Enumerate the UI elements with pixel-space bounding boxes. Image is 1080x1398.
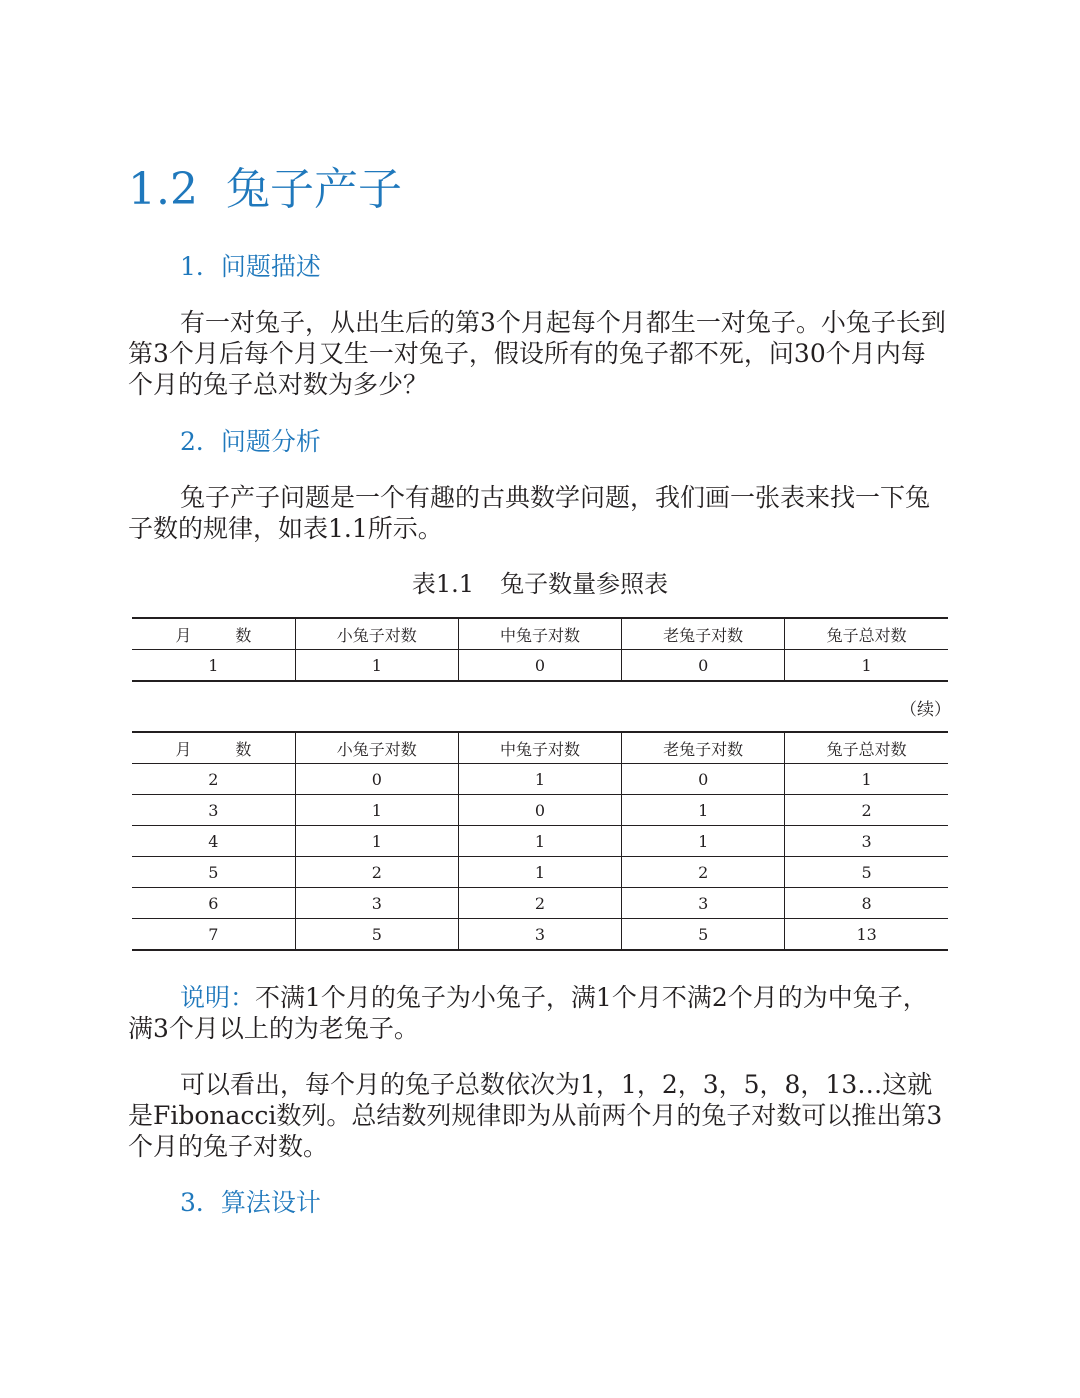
subheading-text: 算法设计 bbox=[220, 1188, 321, 1217]
note-paragraph bbox=[128, 982, 950, 1044]
cell-old: 2 bbox=[622, 857, 785, 888]
cell-small: 1 bbox=[295, 795, 458, 826]
cell-old: 1 bbox=[622, 826, 785, 857]
table-row bbox=[132, 795, 948, 826]
cell-total: 3 bbox=[785, 826, 948, 857]
cell-month: 1 bbox=[132, 650, 295, 682]
cell-old: 5 bbox=[622, 919, 785, 951]
column-header-middle: 中兔子对数 bbox=[458, 618, 621, 650]
cell-old: 1 bbox=[622, 795, 785, 826]
column-header-month: 月 数 bbox=[132, 618, 295, 650]
subheading-text: 问题描述 bbox=[220, 252, 321, 281]
table-row bbox=[132, 650, 948, 682]
note-text: 不满1个月的兔子为小兔子，满1个月不满2个月的为中兔子，满3个月以上的为老兔子。 bbox=[128, 983, 928, 1043]
paragraph-conclusion-text: 可以看出，每个月的兔子总数依次为1，1，2，3，5，8，13…这就是Fibonacci数列。总结数列规律即为从前两个月的兔子对数可以推出第3个月的兔子对数。 bbox=[128, 1070, 943, 1161]
section-title bbox=[128, 160, 402, 220]
cell-total: 5 bbox=[785, 857, 948, 888]
section-number: 1.2 bbox=[128, 164, 198, 215]
cell-small: 0 bbox=[295, 764, 458, 795]
column-header-old: 老兔子对数 bbox=[622, 618, 785, 650]
cell-middle: 1 bbox=[458, 764, 621, 795]
column-header-total: 兔子总对数 bbox=[785, 732, 948, 764]
column-header-middle: 中兔子对数 bbox=[458, 732, 621, 764]
cell-month: 2 bbox=[132, 764, 295, 795]
cell-small: 2 bbox=[295, 857, 458, 888]
rabbit-table-part1 bbox=[132, 617, 948, 682]
paragraph-analysis-text: 兔子产子问题是一个有趣的古典数学问题，我们画一张表来找一下兔子数的规律，如表1.1所示。 bbox=[128, 483, 931, 543]
cell-middle: 1 bbox=[458, 857, 621, 888]
table-caption bbox=[0, 567, 1080, 601]
column-header-total: 兔子总对数 bbox=[785, 618, 948, 650]
subheading-number: 2． bbox=[180, 427, 221, 456]
cell-month: 3 bbox=[132, 795, 295, 826]
paragraph-problem bbox=[128, 307, 950, 400]
cell-month: 7 bbox=[132, 919, 295, 951]
cell-month: 4 bbox=[132, 826, 295, 857]
section-title-text: 兔子产子 bbox=[226, 164, 402, 215]
paragraph-analysis bbox=[128, 482, 950, 544]
column-header-small: 小兔子对数 bbox=[295, 618, 458, 650]
cell-middle: 3 bbox=[458, 919, 621, 951]
cell-old: 0 bbox=[622, 650, 785, 682]
table-caption-title: 兔子数量参照表 bbox=[500, 570, 669, 598]
cell-middle: 2 bbox=[458, 888, 621, 919]
cell-middle: 1 bbox=[458, 826, 621, 857]
table-row bbox=[132, 919, 948, 951]
paragraph-problem-text: 有一对兔子，从出生后的第3个月起每个月都生一对兔子。小兔子长到第3个月后每个月又生一对兔子，假设所有的兔子都不死，问30个月内每个月的兔子总对数为多少？ bbox=[128, 308, 946, 399]
cell-total: 2 bbox=[785, 795, 948, 826]
cell-small: 3 bbox=[295, 888, 458, 919]
subheading-problem-description bbox=[180, 250, 321, 284]
column-header-old: 老兔子对数 bbox=[622, 732, 785, 764]
subheading-number: 1． bbox=[180, 252, 221, 281]
table-row bbox=[132, 857, 948, 888]
cell-month: 5 bbox=[132, 857, 295, 888]
table-caption-number: 表1.1 bbox=[411, 570, 475, 598]
paragraph-conclusion bbox=[128, 1069, 950, 1162]
cell-middle: 0 bbox=[458, 650, 621, 682]
table-row bbox=[132, 888, 948, 919]
cell-total: 1 bbox=[785, 650, 948, 682]
cell-middle: 0 bbox=[458, 795, 621, 826]
table-row bbox=[132, 826, 948, 857]
column-header-month: 月 数 bbox=[132, 732, 295, 764]
subheading-algorithm-design bbox=[180, 1186, 321, 1220]
column-header-small: 小兔子对数 bbox=[295, 732, 458, 764]
note-label: 说明： bbox=[180, 983, 256, 1012]
subheading-text: 问题分析 bbox=[220, 427, 321, 456]
cell-small: 1 bbox=[295, 650, 458, 682]
cell-total: 8 bbox=[785, 888, 948, 919]
cell-month: 6 bbox=[132, 888, 295, 919]
subheading-problem-analysis bbox=[180, 425, 321, 459]
cell-small: 1 bbox=[295, 826, 458, 857]
rabbit-table-part2 bbox=[132, 731, 948, 951]
continued-label: （续） bbox=[900, 700, 951, 720]
subheading-number: 3． bbox=[180, 1188, 221, 1217]
cell-total: 1 bbox=[785, 764, 948, 795]
cell-old: 0 bbox=[622, 764, 785, 795]
cell-total: 13 bbox=[785, 919, 948, 951]
table-row bbox=[132, 764, 948, 795]
cell-small: 5 bbox=[295, 919, 458, 951]
cell-old: 3 bbox=[622, 888, 785, 919]
